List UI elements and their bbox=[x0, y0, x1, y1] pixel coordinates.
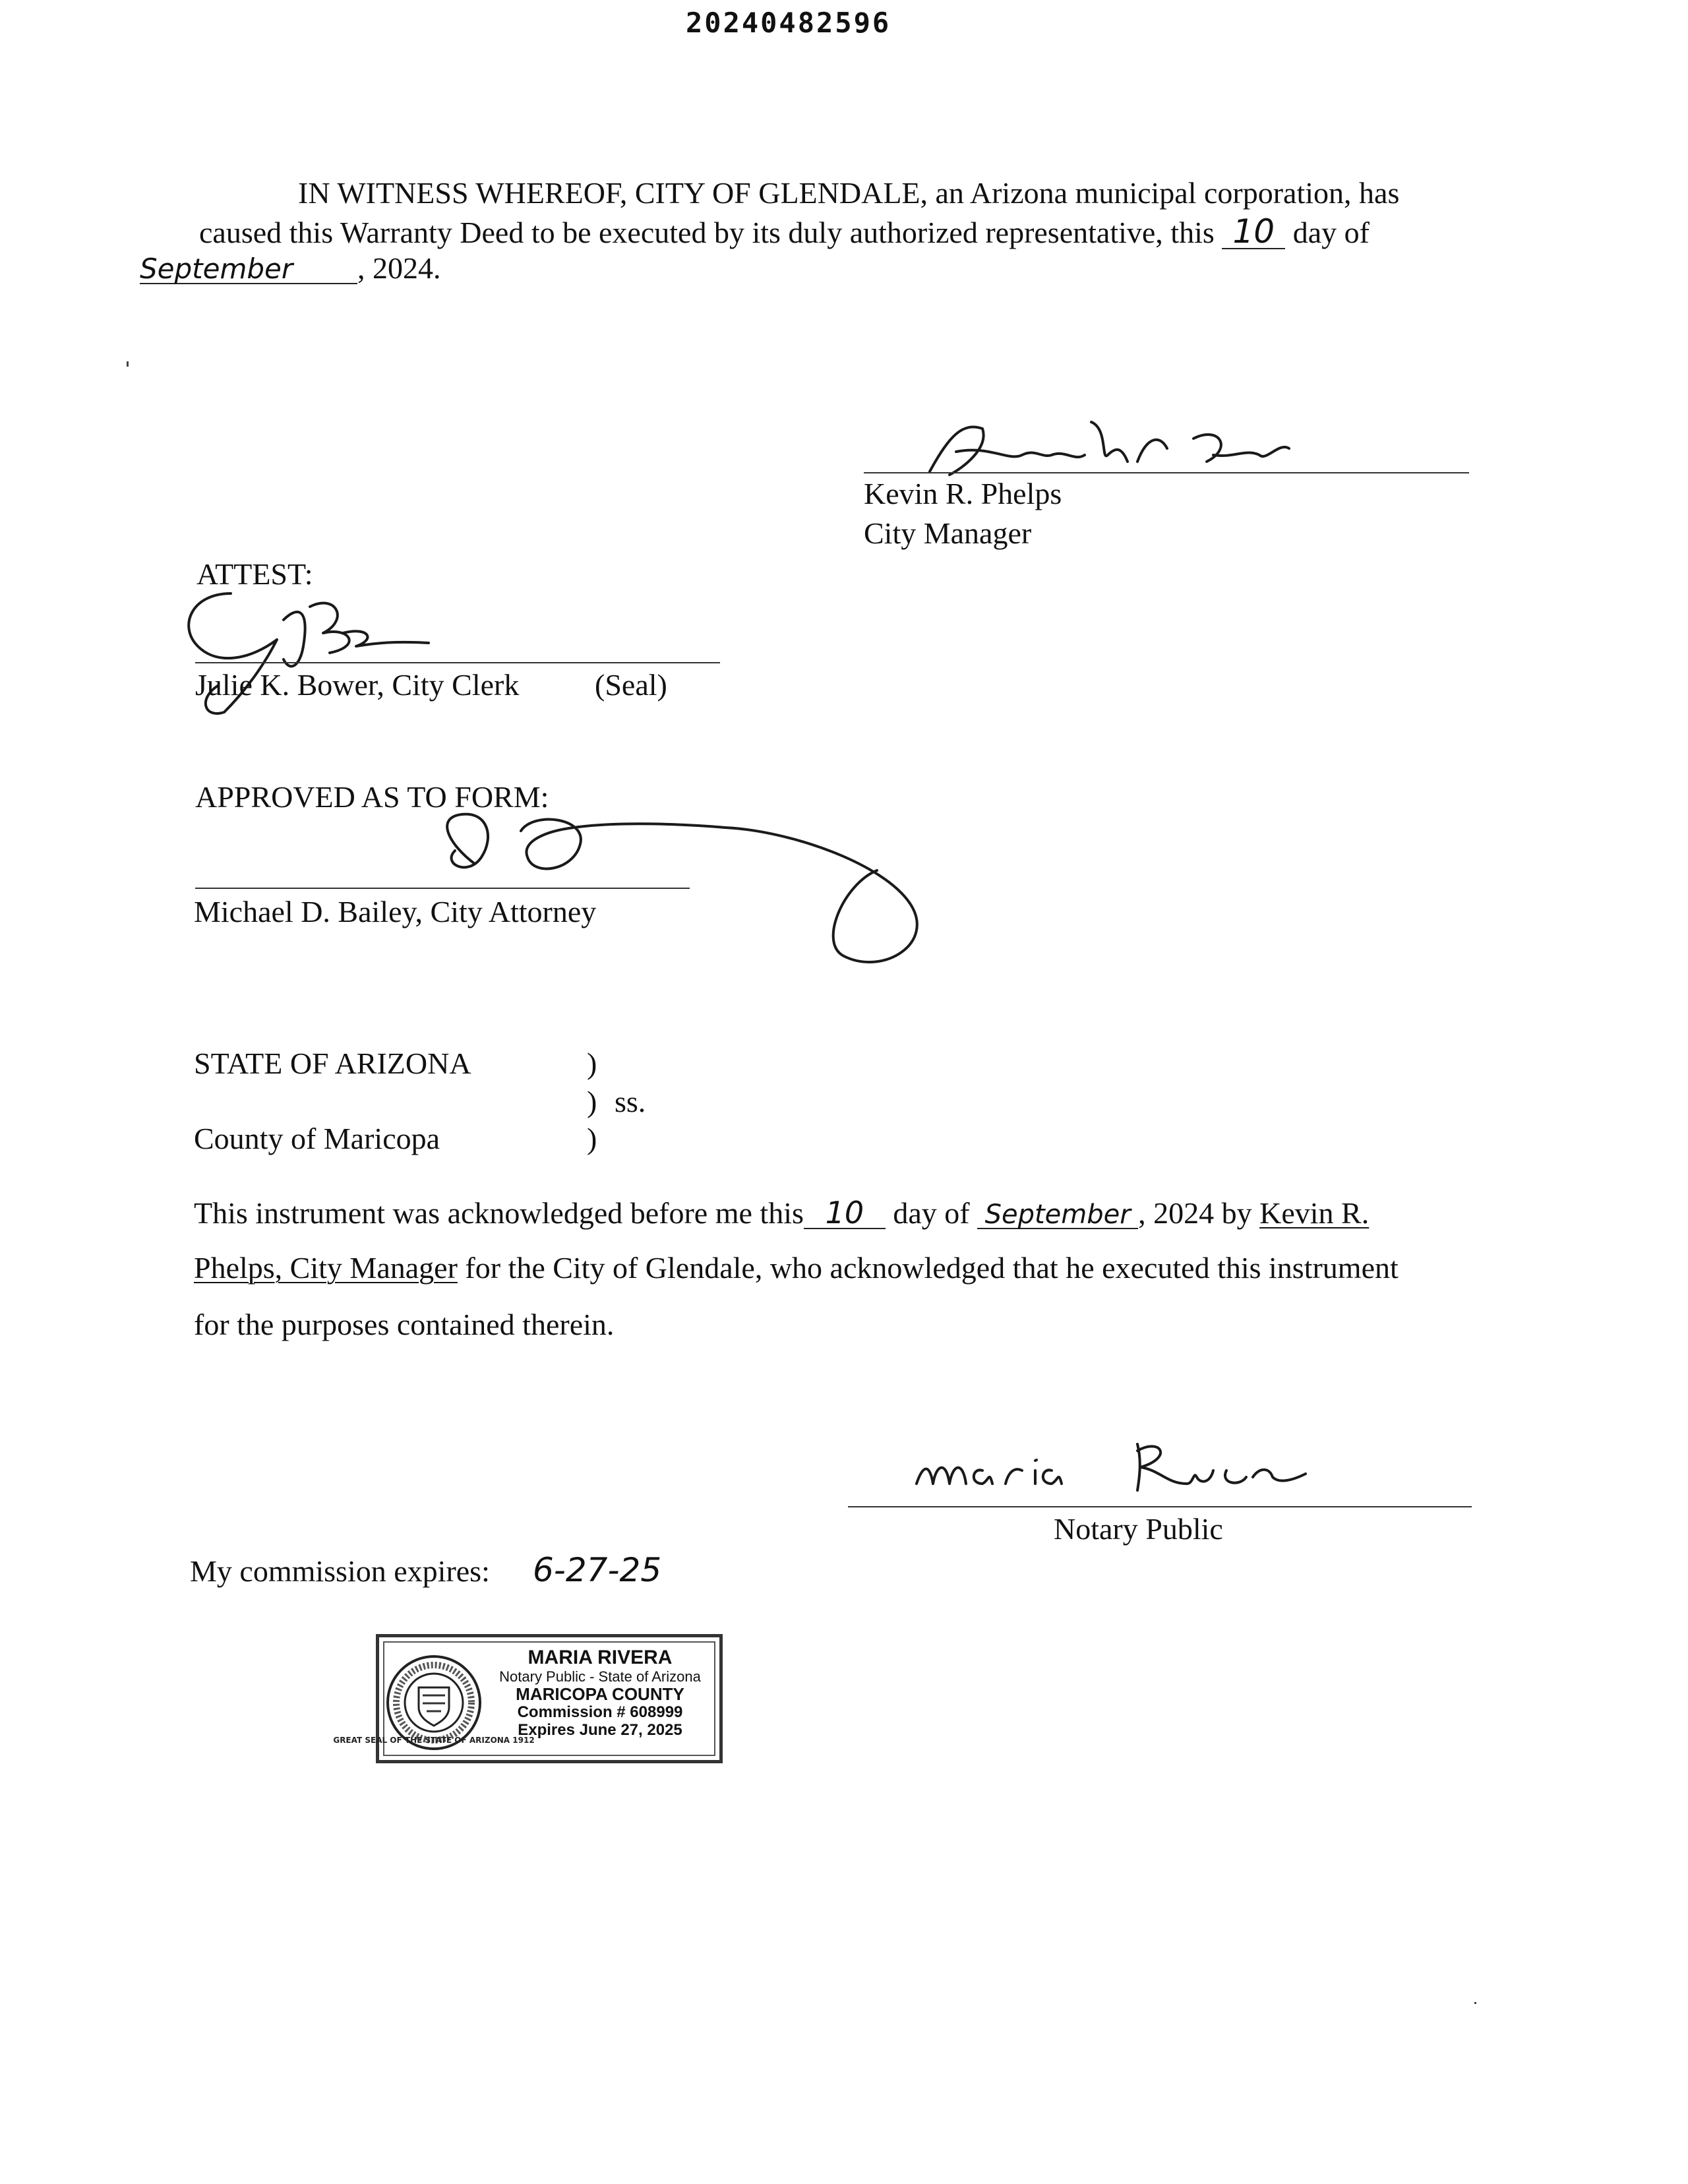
notary-signature bbox=[910, 1431, 1332, 1503]
stamp-county: MARICOPA COUNTY bbox=[516, 1684, 684, 1705]
notary-stamp bbox=[333, 1634, 723, 1763]
venue-ss: ss. bbox=[615, 1085, 646, 1118]
notary-signature-line bbox=[848, 1506, 1472, 1507]
city-clerk-signature-line bbox=[195, 662, 720, 663]
city-manager-name: Kevin R. Phelps bbox=[864, 477, 1062, 510]
witness-line-2-text: caused this Warranty Deed to be executed by its duly authorized representative, this bbox=[199, 216, 1215, 249]
venue-paren-2: ) bbox=[587, 1085, 597, 1118]
stamp-name: MARIA RIVERA bbox=[528, 1647, 673, 1668]
stamp-subtitle: Notary Public - State of Arizona bbox=[499, 1668, 701, 1685]
acknowledgment-month: September bbox=[977, 1201, 1138, 1229]
notary-stamp-text bbox=[485, 1647, 715, 1740]
venue-county: County of Maricopa bbox=[194, 1122, 440, 1155]
witness-day-of: day of bbox=[1292, 216, 1370, 249]
arizona-seal-icon bbox=[333, 1654, 535, 1751]
stamp-commission: Commission # 608999 bbox=[517, 1703, 683, 1722]
venue-paren-3: ) bbox=[587, 1122, 597, 1155]
scan-mark bbox=[1474, 2002, 1476, 2004]
city-attorney-signature-line bbox=[195, 888, 690, 889]
witness-line-1: IN WITNESS WHEREOF, CITY OF GLENDALE, an Arizona municipal corporation, has bbox=[298, 176, 1400, 210]
acknowledgment-signer-b: Phelps, City Manager bbox=[194, 1251, 458, 1285]
witness-day: 10 bbox=[1222, 215, 1285, 249]
approved-label: APPROVED AS TO FORM: bbox=[195, 780, 549, 814]
city-manager-signature bbox=[910, 409, 1306, 488]
seal-text: GREAT SEAL OF THE STATE OF ARIZONA 1912 bbox=[333, 1736, 535, 1745]
acknowledgment-line-3: for the purposes contained therein. bbox=[194, 1308, 615, 1341]
acknowledgment-day: 10 bbox=[804, 1198, 886, 1229]
witness-year: , 2024. bbox=[357, 251, 441, 285]
city-clerk-seal: (Seal) bbox=[595, 668, 667, 702]
venue-paren-1: ) bbox=[587, 1046, 597, 1080]
attest-label: ATTEST: bbox=[196, 557, 313, 591]
acknowledgment-text-4: for the City of Glendale, who acknowledged that he executed this instrument bbox=[465, 1251, 1399, 1285]
venue-state: STATE OF ARIZONA bbox=[194, 1046, 471, 1080]
city-clerk-name: Julie K. Bower, City Clerk bbox=[195, 668, 520, 702]
acknowledgment-text-1: This instrument was acknowledged before me this bbox=[194, 1196, 804, 1230]
city-attorney-name: Michael D. Bailey, City Attorney bbox=[194, 895, 597, 928]
commission-date: 6-27-25 bbox=[533, 1551, 662, 1589]
city-clerk-signature bbox=[178, 580, 481, 725]
stamp-expires: Expires June 27, 2025 bbox=[518, 1721, 682, 1740]
city-attorney-signature bbox=[422, 804, 1055, 976]
acknowledgment-line-1 bbox=[194, 1195, 1370, 1230]
witness-month: September bbox=[140, 255, 357, 284]
city-manager-title: City Manager bbox=[864, 516, 1032, 550]
notary-title: Notary Public bbox=[1054, 1512, 1223, 1546]
city-manager-signature-line bbox=[864, 472, 1469, 473]
witness-line-3 bbox=[140, 253, 441, 284]
acknowledgment-text-2: day of bbox=[893, 1196, 970, 1230]
acknowledgment-line-2 bbox=[194, 1253, 1399, 1283]
acknowledgment-signer-a: Kevin R. bbox=[1259, 1196, 1370, 1230]
witness-line-2 bbox=[199, 212, 1370, 251]
acknowledgment-text-3: , 2024 by bbox=[1138, 1196, 1252, 1230]
commission-label: My commission expires: bbox=[190, 1554, 490, 1588]
scan-mark bbox=[127, 361, 129, 367]
document-number: 20240482596 bbox=[686, 7, 891, 39]
